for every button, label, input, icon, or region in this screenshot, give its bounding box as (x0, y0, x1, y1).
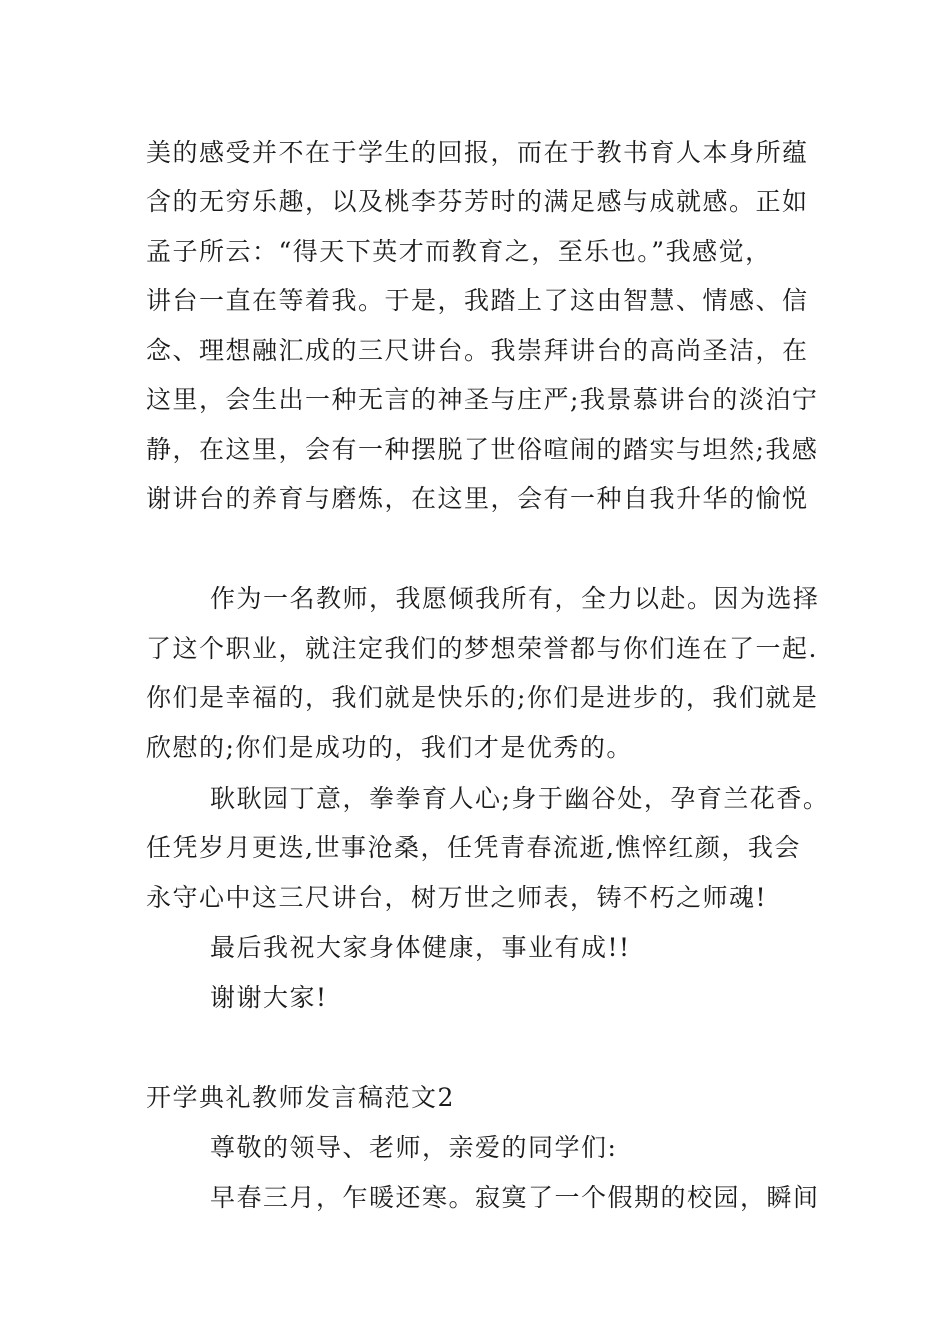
paragraph-line: 作为一名教师，我愿倾我所有，全力以赴。因为选择 (210, 584, 820, 613)
paragraph-line: 谢讲台的养育与磨炼，在这里，会有一种自我升华的愉悦 (146, 484, 809, 513)
paragraph-line: 静，在这里，会有一种摆脱了世俗喧闹的踏实与坦然;我感 (146, 435, 819, 464)
section-title: 开学典礼教师发言稿范文2 (146, 1083, 455, 1112)
thanks-line: 谢谢大家! (210, 983, 328, 1012)
paragraph-line: 含的无穷乐趣，以及桃李芬芳时的满足感与成就感。正如 (146, 187, 809, 216)
greeting-line: 尊敬的领导、老师，亲爱的同学们: (210, 1133, 618, 1162)
paragraph-line: 任凭岁月更迭,世事沧桑，任凭青春流逝,憔悴红颜，我会 (146, 833, 801, 862)
paragraph-line: 永守心中这三尺讲台，树万世之师表，铸不朽之师魂! (146, 883, 768, 912)
paragraph-line: 欣慰的;你们是成功的，我们才是优秀的。 (146, 733, 633, 762)
closing-wish: 最后我祝大家身体健康，事业有成!! (210, 933, 631, 962)
opening-line: 早春三月，乍暖还寒。寂寞了一个假期的校园，瞬间 (210, 1183, 820, 1212)
paragraph-line: 耿耿园丁意，拳拳育人心;身于幽谷处，孕育兰花香。 (210, 784, 830, 813)
paragraph-line: 这里，会生出一种无言的神圣与庄严;我景慕讲台的淡泊宁 (146, 385, 819, 414)
paragraph-line: 讲台一直在等着我。于是，我踏上了这由智慧、情感、信 (146, 286, 809, 315)
paragraph-line: 念、理想融汇成的三尺讲台。我崇拜讲台的高尚圣洁，在 (146, 336, 809, 365)
paragraph-line: 了这个职业，就注定我们的梦想荣誉都与你们连在了一起. (146, 634, 818, 663)
paragraph-line: 你们是幸福的，我们就是快乐的;你们是进步的，我们就是 (146, 683, 819, 712)
paragraph-line: 孟子所云：“得天下英才而教育之，至乐也。”我感觉， (146, 237, 772, 266)
paragraph-line: 美的感受并不在于学生的回报，而在于教书育人本身所蕴 (146, 138, 809, 167)
